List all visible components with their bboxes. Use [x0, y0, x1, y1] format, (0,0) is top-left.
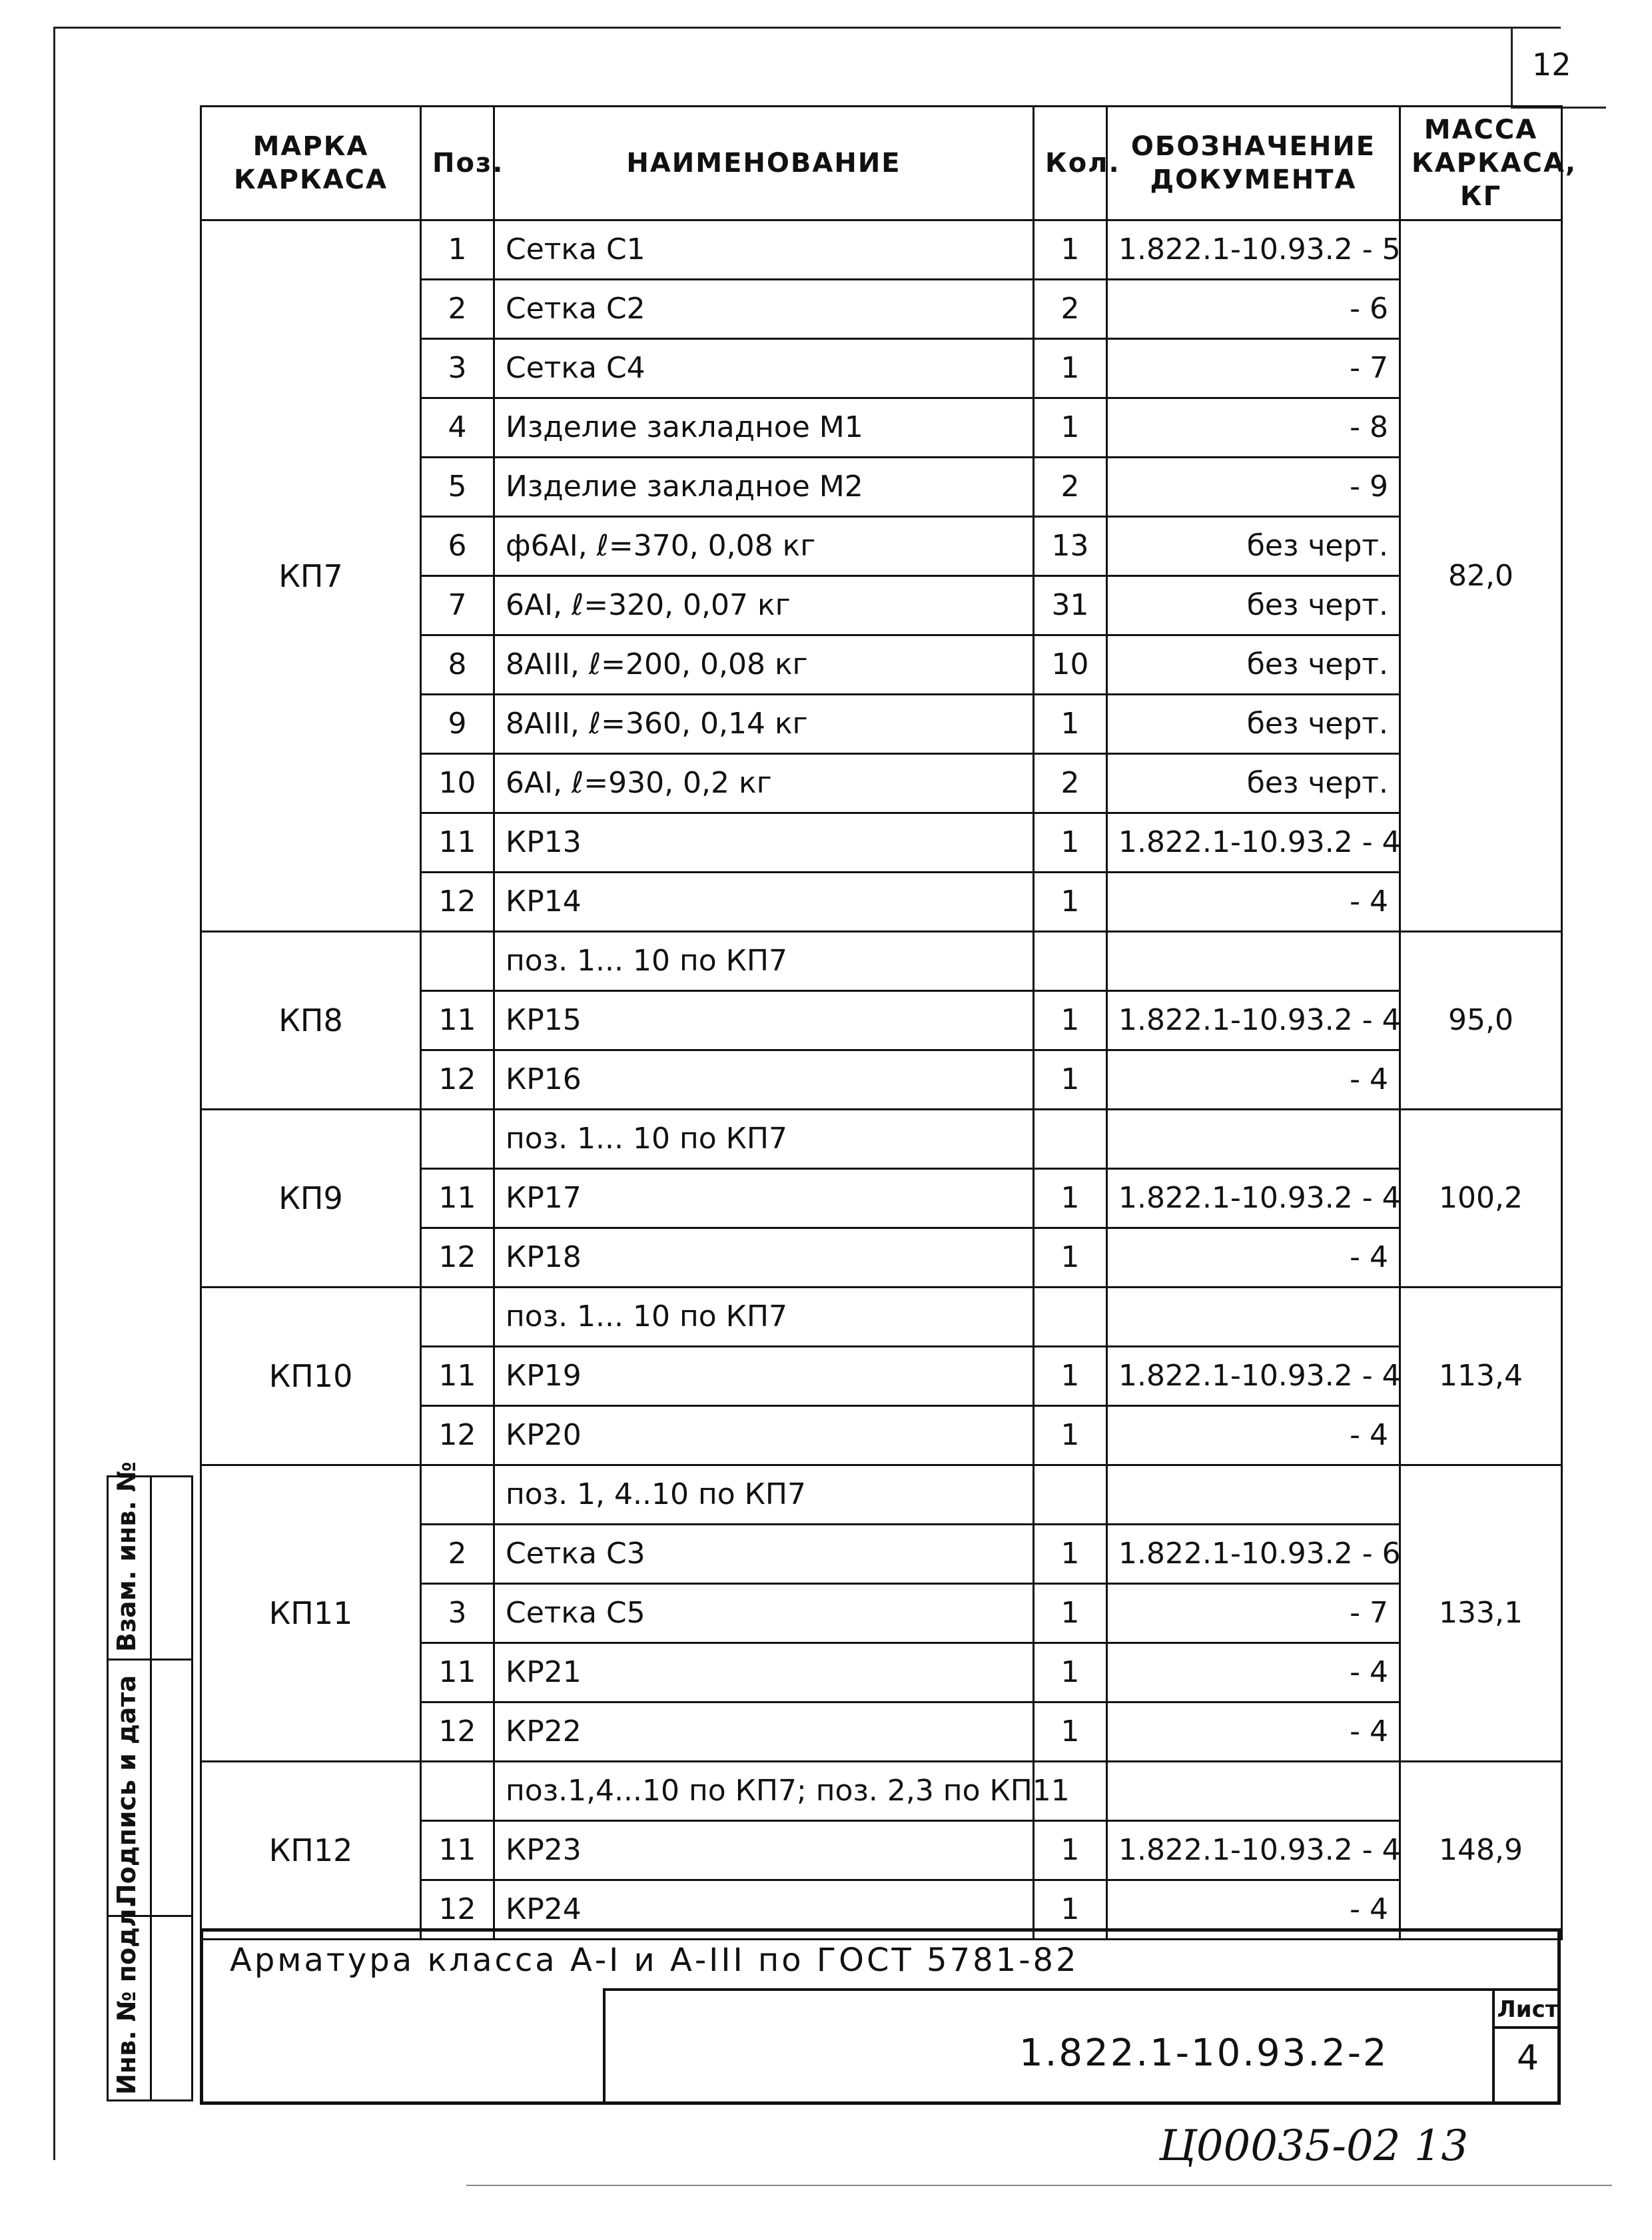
table-header-row — [201, 107, 1562, 220]
name-cell: Изделие закладное М2 — [494, 458, 1034, 517]
position-cell: 2 — [421, 1525, 494, 1584]
document-cell: 1.822.1-10.93.2 - 6 — [1107, 1525, 1400, 1584]
quantity-cell: 1 — [1034, 1347, 1107, 1406]
quantity-cell: 1 — [1034, 1406, 1107, 1465]
position-cell — [421, 1762, 494, 1821]
frame-mark-cell: КП11 — [201, 1465, 421, 1762]
position-cell: 10 — [421, 754, 494, 813]
name-cell: Изделие закладное М1 — [494, 398, 1034, 458]
position-cell: 12 — [421, 1406, 494, 1465]
position-cell — [421, 1465, 494, 1525]
frame-mass-cell: 95,0 — [1400, 932, 1562, 1110]
header-doc: ОБОЗНАЧЕНИЕ ДОКУМЕНТА — [1107, 107, 1400, 220]
quantity-cell: 1 — [1034, 695, 1107, 754]
position-cell: 11 — [421, 991, 494, 1050]
frame-mass-cell: 82,0 — [1400, 220, 1562, 932]
name-cell: Сетка С2 — [494, 280, 1034, 339]
header-name: НАИМЕНОВАНИЕ — [494, 107, 1034, 220]
document-cell: - 4 — [1107, 1702, 1400, 1762]
sheet-number: 4 — [1516, 2038, 1539, 2078]
archive-code: Ц00035-02 13 — [1159, 2121, 1469, 2171]
table-row — [201, 1762, 1562, 1821]
name-cell: КР23 — [494, 1821, 1034, 1880]
quantity-cell: 1 — [1034, 1169, 1107, 1228]
document-cell: - 4 — [1107, 873, 1400, 932]
position-cell: 12 — [421, 1702, 494, 1762]
position-cell — [421, 932, 494, 991]
name-cell: 6АI, ℓ=320, 0,07 кг — [494, 576, 1034, 635]
name-cell: КР20 — [494, 1406, 1034, 1465]
position-cell: 6 — [421, 517, 494, 576]
quantity-cell: 2 — [1034, 280, 1107, 339]
position-cell: 12 — [421, 1050, 494, 1110]
name-cell: Сетка С5 — [494, 1584, 1034, 1643]
position-cell — [421, 1110, 494, 1169]
position-cell: 11 — [421, 1347, 494, 1406]
name-cell: КР21 — [494, 1643, 1034, 1702]
position-cell: 1 — [421, 220, 494, 280]
document-cell: - 8 — [1107, 398, 1400, 458]
header-pos: Поз. — [421, 107, 494, 220]
quantity-cell: 1 — [1034, 1050, 1107, 1110]
document-cell: - 4 — [1107, 1228, 1400, 1288]
document-cell: - 4 — [1107, 1406, 1400, 1465]
name-cell: КР17 — [494, 1169, 1034, 1228]
document-cell: без черт. — [1107, 635, 1400, 695]
name-cell: Сетка С1 — [494, 220, 1034, 280]
quantity-cell: 1 — [1034, 398, 1107, 458]
document-cell: - 9 — [1107, 458, 1400, 517]
document-cell: - 7 — [1107, 1584, 1400, 1643]
stamp-sign-date: Подпись и дата — [112, 1675, 141, 1905]
document-cell — [1107, 1288, 1400, 1347]
quantity-cell: 1 — [1034, 1228, 1107, 1288]
document-cell — [1107, 1465, 1400, 1525]
frame-mark-cell: КП10 — [201, 1288, 421, 1465]
document-cell — [1107, 1762, 1400, 1821]
position-cell: 12 — [421, 1880, 494, 1940]
name-cell: поз. 1... 10 по КП7 — [494, 932, 1034, 991]
document-cell: 1.822.1-10.93.2 - 4 — [1107, 991, 1400, 1050]
position-cell: 9 — [421, 695, 494, 754]
document-cell: - 4 — [1107, 1643, 1400, 1702]
quantity-cell: 1 — [1034, 1702, 1107, 1762]
frame-mass-cell: 133,1 — [1400, 1465, 1562, 1762]
quantity-cell: 1 — [1034, 1880, 1107, 1940]
specification-table — [200, 105, 1577, 1940]
reinforcement-note: Арматура класса А-I и А-III по ГОСТ 5781-82 — [230, 1942, 1079, 1979]
position-cell: 7 — [421, 576, 494, 635]
document-cell: без черт. — [1107, 754, 1400, 813]
position-cell: 11 — [421, 1169, 494, 1228]
position-cell: 2 — [421, 280, 494, 339]
name-cell: КР22 — [494, 1702, 1034, 1762]
table-row — [201, 932, 1562, 991]
name-cell: КР16 — [494, 1050, 1034, 1110]
quantity-cell: 1 — [1034, 813, 1107, 873]
frame-mark-cell: КП9 — [201, 1110, 421, 1288]
position-cell: 8 — [421, 635, 494, 695]
quantity-cell — [1034, 932, 1107, 991]
quantity-cell: 1 — [1034, 220, 1107, 280]
document-designation: 1.822.1-10.93.2-2 — [1019, 2032, 1389, 2075]
quantity-cell: 2 — [1034, 754, 1107, 813]
name-cell: КР24 — [494, 1880, 1034, 1940]
document-cell — [1107, 1110, 1400, 1169]
quantity-cell: 1 — [1034, 339, 1107, 398]
name-cell: ф6АI, ℓ=370, 0,08 кг — [494, 517, 1034, 576]
name-cell: поз. 1, 4..10 по КП7 — [494, 1465, 1034, 1525]
quantity-cell: 13 — [1034, 517, 1107, 576]
quantity-cell: 2 — [1034, 458, 1107, 517]
quantity-cell: 1 — [1034, 1821, 1107, 1880]
document-cell — [1107, 932, 1400, 991]
header-mass: МАССА КАРКАСА, КГ — [1400, 107, 1562, 220]
document-cell: без черт. — [1107, 695, 1400, 754]
document-cell: 1.822.1-10.93.2 - 4 — [1107, 1821, 1400, 1880]
position-cell: 5 — [421, 458, 494, 517]
table-row — [201, 1288, 1562, 1347]
name-cell: поз. 1... 10 по КП7 — [494, 1110, 1034, 1169]
corner-page-number: 12 — [1532, 47, 1571, 83]
position-cell: 11 — [421, 813, 494, 873]
position-cell: 3 — [421, 339, 494, 398]
name-cell: КР15 — [494, 991, 1034, 1050]
name-cell: поз. 1... 10 по КП7 — [494, 1288, 1034, 1347]
document-cell: 1.822.1-10.93.2 - 4 — [1107, 813, 1400, 873]
quantity-cell — [1034, 1465, 1107, 1525]
name-cell: 6АI, ℓ=930, 0,2 кг — [494, 754, 1034, 813]
name-cell: Сетка С3 — [494, 1525, 1034, 1584]
quantity-cell — [1034, 1110, 1107, 1169]
document-cell: 1.822.1-10.93.2 - 5 — [1107, 220, 1400, 280]
quantity-cell: 1 — [1034, 873, 1107, 932]
name-cell: 8АIII, ℓ=200, 0,08 кг — [494, 635, 1034, 695]
document-cell: 1.822.1-10.93.2 - 4 — [1107, 1347, 1400, 1406]
position-cell: 12 — [421, 873, 494, 932]
frame-mark-cell: КП7 — [201, 220, 421, 932]
quantity-cell: 31 — [1034, 576, 1107, 635]
quantity-cell — [1034, 1288, 1107, 1347]
name-cell: Сетка С4 — [494, 339, 1034, 398]
name-cell: КР18 — [494, 1228, 1034, 1288]
stamp-divider — [107, 1659, 193, 1661]
frame-mass-cell: 148,9 — [1400, 1762, 1562, 1940]
document-cell: без черт. — [1107, 576, 1400, 635]
document-cell: - 4 — [1107, 1880, 1400, 1940]
header-mark: МАРКА КАРКАСА — [201, 107, 421, 220]
header-qty: Кол. — [1034, 107, 1107, 220]
name-cell: КР14 — [494, 873, 1034, 932]
position-cell: 3 — [421, 1584, 494, 1643]
name-cell: КР13 — [494, 813, 1034, 873]
frame-mark-cell: КП8 — [201, 932, 421, 1110]
table-row — [201, 1465, 1562, 1525]
table-row — [201, 220, 1562, 280]
document-cell: без черт. — [1107, 517, 1400, 576]
bottom-rule — [466, 2185, 1612, 2186]
stamp-inv-replace: Взам. инв. № — [112, 1461, 141, 1652]
position-cell: 11 — [421, 1821, 494, 1880]
frame-mass-cell: 113,4 — [1400, 1288, 1562, 1465]
name-cell: КР19 — [494, 1347, 1034, 1406]
position-cell: 12 — [421, 1228, 494, 1288]
quantity-cell: 1 — [1034, 1643, 1107, 1702]
document-cell: 1.822.1-10.93.2 - 4 — [1107, 1169, 1400, 1228]
table-row — [201, 1110, 1562, 1169]
quantity-cell: 1 — [1034, 1525, 1107, 1584]
quantity-cell: 10 — [1034, 635, 1107, 695]
frame-mass-cell: 100,2 — [1400, 1110, 1562, 1288]
quantity-cell: 1 — [1034, 1584, 1107, 1643]
document-cell: - 4 — [1107, 1050, 1400, 1110]
quantity-cell: 1 — [1034, 991, 1107, 1050]
stamp-inv-orig: Инв. № подл. — [112, 1898, 141, 2095]
name-cell: поз.1,4...10 по КП7; поз. 2,3 по КП11 — [494, 1762, 1034, 1821]
frame-mark-cell: КП12 — [201, 1762, 421, 1940]
name-cell: 8АIII, ℓ=360, 0,14 кг — [494, 695, 1034, 754]
position-cell: 4 — [421, 398, 494, 458]
position-cell — [421, 1288, 494, 1347]
sheet-label: Лист — [1495, 1993, 1561, 2029]
stamp-inner-divider — [150, 1475, 152, 2101]
position-cell: 11 — [421, 1643, 494, 1702]
document-cell: - 6 — [1107, 280, 1400, 339]
document-cell: - 7 — [1107, 339, 1400, 398]
